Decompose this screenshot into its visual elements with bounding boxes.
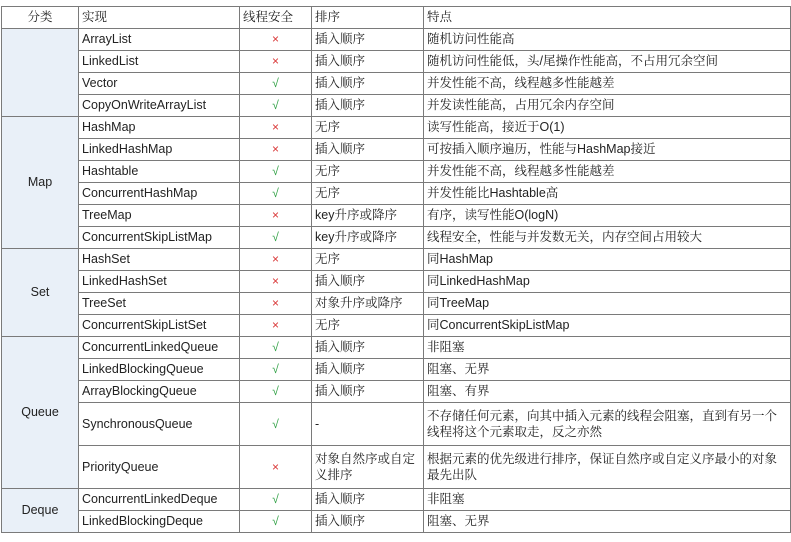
safe-check-icon: √ bbox=[272, 230, 279, 244]
features-cell: 线程安全，性能与并发数无关，内存空间占用较大 bbox=[424, 227, 791, 249]
order-cell: 对象升序或降序 bbox=[312, 293, 424, 315]
table-row bbox=[2, 359, 791, 381]
table-row bbox=[2, 271, 791, 293]
safe-check-icon: √ bbox=[272, 416, 279, 431]
table-row bbox=[2, 183, 791, 205]
thread-safe-cell bbox=[240, 227, 312, 249]
header-category: 分类 bbox=[2, 7, 79, 29]
thread-safe-cell bbox=[240, 337, 312, 359]
features-cell: 并发性能比Hashtable高 bbox=[424, 183, 791, 205]
order-cell: 插入顺序 bbox=[312, 95, 424, 117]
impl-cell: LinkedList bbox=[79, 51, 240, 73]
unsafe-cross-icon: × bbox=[271, 318, 279, 332]
unsafe-cross-icon: × bbox=[271, 459, 279, 474]
header-order: 排序 bbox=[312, 7, 424, 29]
order-cell: 插入顺序 bbox=[312, 359, 424, 381]
thread-safe-cell bbox=[240, 183, 312, 205]
impl-cell: LinkedHashSet bbox=[79, 271, 240, 293]
thread-safe-cell bbox=[240, 161, 312, 183]
order-cell: 插入顺序 bbox=[312, 511, 424, 533]
thread-safe-cell bbox=[240, 381, 312, 403]
unsafe-cross-icon: × bbox=[271, 274, 279, 288]
impl-cell: TreeSet bbox=[79, 293, 240, 315]
thread-safe-cell bbox=[240, 293, 312, 315]
thread-safe-cell bbox=[240, 271, 312, 293]
table-row bbox=[2, 29, 791, 51]
order-cell: 插入顺序 bbox=[312, 139, 424, 161]
table-row bbox=[2, 205, 791, 227]
unsafe-cross-icon: × bbox=[271, 208, 279, 222]
table-row bbox=[2, 73, 791, 95]
unsafe-cross-icon: × bbox=[271, 32, 279, 46]
unsafe-cross-icon: × bbox=[271, 142, 279, 156]
collections-comparison-table bbox=[1, 6, 791, 533]
order-cell: 无序 bbox=[312, 249, 424, 271]
order-cell: 无序 bbox=[312, 315, 424, 337]
safe-check-icon: √ bbox=[272, 384, 279, 398]
table-row bbox=[2, 511, 791, 533]
table-row bbox=[2, 161, 791, 183]
table-row bbox=[2, 139, 791, 161]
safe-check-icon: √ bbox=[272, 362, 279, 376]
features-cell: 阻塞、无界 bbox=[424, 511, 791, 533]
thread-safe-cell bbox=[240, 95, 312, 117]
impl-cell: HashMap bbox=[79, 117, 240, 139]
impl-cell: ArrayList bbox=[79, 29, 240, 51]
safe-check-icon: √ bbox=[272, 98, 279, 112]
header-features: 特点 bbox=[424, 7, 791, 29]
order-cell: 无序 bbox=[312, 183, 424, 205]
unsafe-cross-icon: × bbox=[271, 120, 279, 134]
order-cell: 插入顺序 bbox=[312, 73, 424, 95]
impl-cell: Hashtable bbox=[79, 161, 240, 183]
order-cell: key升序或降序 bbox=[312, 205, 424, 227]
table-row bbox=[2, 381, 791, 403]
table-row bbox=[2, 315, 791, 337]
table-row bbox=[2, 117, 791, 139]
impl-cell: LinkedHashMap bbox=[79, 139, 240, 161]
header-row bbox=[2, 7, 791, 29]
table-row bbox=[2, 403, 791, 446]
features-cell: 阻塞、无界 bbox=[424, 359, 791, 381]
thread-safe-cell bbox=[240, 51, 312, 73]
safe-check-icon: √ bbox=[272, 186, 279, 200]
table-row bbox=[2, 95, 791, 117]
features-cell: 并发性能不高，线程越多性能越差 bbox=[424, 161, 791, 183]
impl-cell: PriorityQueue bbox=[79, 446, 240, 489]
thread-safe-cell bbox=[240, 73, 312, 95]
thread-safe-cell bbox=[240, 359, 312, 381]
thread-safe-cell bbox=[240, 511, 312, 533]
category-queue-cell: Queue bbox=[2, 337, 79, 489]
features-cell: 同LinkedHashMap bbox=[424, 271, 791, 293]
features-cell: 不存储任何元素，向其中插入元素的线程会阻塞，直到有另一个线程将这个元素取走，反之亦然 bbox=[424, 403, 791, 446]
order-cell: 无序 bbox=[312, 161, 424, 183]
unsafe-cross-icon: × bbox=[271, 296, 279, 310]
impl-cell: Vector bbox=[79, 73, 240, 95]
thread-safe-cell bbox=[240, 403, 312, 446]
order-cell: 插入顺序 bbox=[312, 337, 424, 359]
impl-cell: SynchronousQueue bbox=[79, 403, 240, 446]
impl-cell: HashSet bbox=[79, 249, 240, 271]
thread-safe-cell bbox=[240, 315, 312, 337]
impl-cell: ArrayBlockingQueue bbox=[79, 381, 240, 403]
features-cell: 读写性能高，接近于O(1) bbox=[424, 117, 791, 139]
table-row bbox=[2, 51, 791, 73]
safe-check-icon: √ bbox=[272, 76, 279, 90]
features-cell: 非阻塞 bbox=[424, 489, 791, 511]
features-cell: 根据元素的优先级进行排序，保证自然序或自定义序最小的对象最先出队 bbox=[424, 446, 791, 489]
features-cell: 随机访问性能高 bbox=[424, 29, 791, 51]
order-cell: 插入顺序 bbox=[312, 381, 424, 403]
category-list-cell bbox=[2, 29, 79, 117]
category-set-cell: Set bbox=[2, 249, 79, 337]
impl-cell: CopyOnWriteArrayList bbox=[79, 95, 240, 117]
order-cell: key升序或降序 bbox=[312, 227, 424, 249]
features-cell: 同ConcurrentSkipListMap bbox=[424, 315, 791, 337]
features-cell: 非阻塞 bbox=[424, 337, 791, 359]
thread-safe-cell bbox=[240, 249, 312, 271]
safe-check-icon: √ bbox=[272, 164, 279, 178]
thread-safe-cell bbox=[240, 446, 312, 489]
table-row bbox=[2, 293, 791, 315]
features-cell: 同TreeMap bbox=[424, 293, 791, 315]
impl-cell: ConcurrentSkipListMap bbox=[79, 227, 240, 249]
order-cell: 插入顺序 bbox=[312, 271, 424, 293]
category-map-cell: Map bbox=[2, 117, 79, 249]
features-cell: 阻塞、有界 bbox=[424, 381, 791, 403]
order-cell: - bbox=[312, 403, 424, 446]
thread-safe-cell bbox=[240, 489, 312, 511]
features-cell: 有序，读写性能O(logN) bbox=[424, 205, 791, 227]
safe-check-icon: √ bbox=[272, 340, 279, 354]
features-cell: 可按插入顺序遍历，性能与HashMap接近 bbox=[424, 139, 791, 161]
table-row bbox=[2, 489, 791, 511]
features-cell: 同HashMap bbox=[424, 249, 791, 271]
table-row bbox=[2, 249, 791, 271]
header-thread-safe: 线程安全 bbox=[240, 7, 312, 29]
category-deque-cell: Deque bbox=[2, 489, 79, 533]
order-cell: 对象自然序或自定义排序 bbox=[312, 446, 424, 489]
safe-check-icon: √ bbox=[272, 514, 279, 528]
table-row bbox=[2, 446, 791, 489]
table-row bbox=[2, 227, 791, 249]
table-row bbox=[2, 337, 791, 359]
impl-cell: ConcurrentHashMap bbox=[79, 183, 240, 205]
impl-cell: ConcurrentSkipListSet bbox=[79, 315, 240, 337]
header-impl: 实现 bbox=[79, 7, 240, 29]
thread-safe-cell bbox=[240, 29, 312, 51]
features-cell: 并发读性能高，占用冗余内存空间 bbox=[424, 95, 791, 117]
safe-check-icon: √ bbox=[272, 492, 279, 506]
unsafe-cross-icon: × bbox=[271, 252, 279, 266]
impl-cell: ConcurrentLinkedQueue bbox=[79, 337, 240, 359]
impl-cell: LinkedBlockingQueue bbox=[79, 359, 240, 381]
features-cell: 随机访问性能低，头/尾操作性能高，不占用冗余空间 bbox=[424, 51, 791, 73]
order-cell: 插入顺序 bbox=[312, 51, 424, 73]
thread-safe-cell bbox=[240, 139, 312, 161]
order-cell: 无序 bbox=[312, 117, 424, 139]
unsafe-cross-icon: × bbox=[271, 54, 279, 68]
features-cell: 并发性能不高，线程越多性能越差 bbox=[424, 73, 791, 95]
impl-cell: TreeMap bbox=[79, 205, 240, 227]
impl-cell: LinkedBlockingDeque bbox=[79, 511, 240, 533]
impl-cell: ConcurrentLinkedDeque bbox=[79, 489, 240, 511]
thread-safe-cell bbox=[240, 205, 312, 227]
thread-safe-cell bbox=[240, 117, 312, 139]
order-cell: 插入顺序 bbox=[312, 489, 424, 511]
order-cell: 插入顺序 bbox=[312, 29, 424, 51]
